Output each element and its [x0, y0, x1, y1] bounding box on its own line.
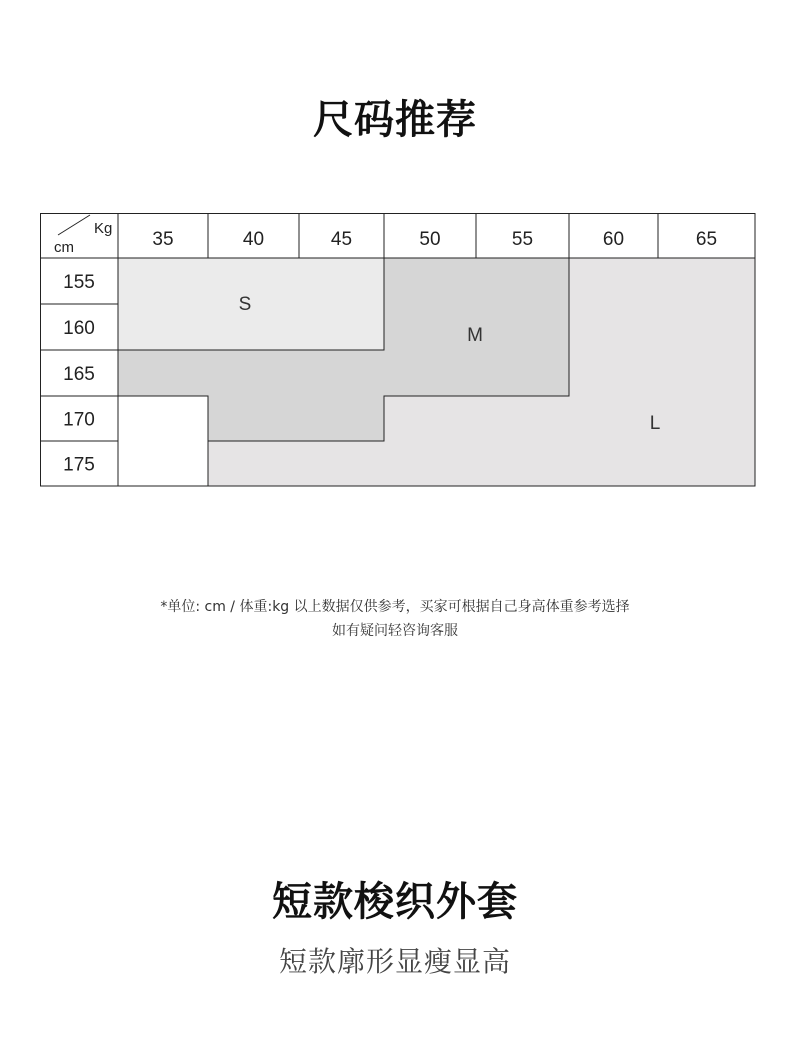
height-label: 175: [63, 454, 95, 476]
weight-header: 50: [419, 229, 441, 250]
weight-header: 65: [695, 229, 718, 250]
size-note: *单位: cm / 体重:kg 以上数据仅供参考，买家可根据自己身高体重参考选择: [160, 599, 630, 615]
size-label-l: L: [649, 413, 661, 434]
height-label: 160: [63, 318, 95, 339]
weight-header: 35: [152, 229, 174, 250]
weight-header: 45: [330, 229, 353, 250]
corner-diagonal: [58, 215, 90, 235]
height-label: 165: [63, 364, 95, 385]
product-subtitle: 短款廓形显瘦显高: [278, 945, 511, 978]
size-label-s: S: [238, 294, 252, 315]
page-title: 尺码推荐: [313, 97, 477, 143]
product-name: 短款梭织外套: [272, 879, 518, 925]
weight-header: 40: [242, 229, 265, 250]
size-chart: [40, 213, 756, 487]
corner-weight-unit: Kg: [94, 220, 113, 237]
weight-header: 55: [511, 229, 534, 250]
size-label-m: M: [467, 325, 483, 346]
height-label: 170: [63, 409, 95, 431]
size-chart-svg: [40, 213, 756, 487]
weight-header: 60: [602, 229, 625, 250]
height-label: 155: [63, 272, 95, 293]
contact-note: 如有疑问轻咨询客服: [332, 623, 458, 639]
corner-height-unit: cm: [54, 239, 74, 256]
